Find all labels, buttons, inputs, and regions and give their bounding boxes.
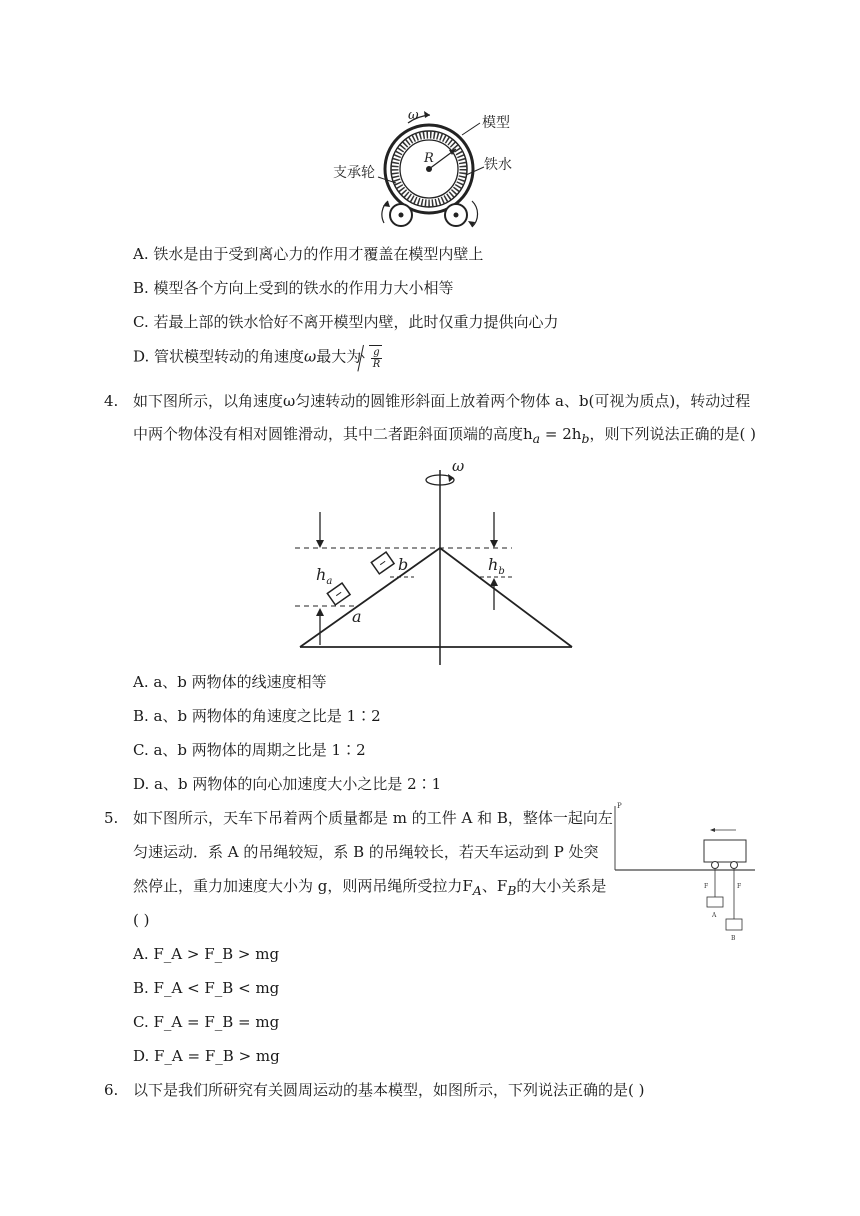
fa-label: F	[704, 883, 709, 890]
q3-option-b: B. 模型各个方向上受到的铁水的作用力大小相等	[133, 279, 454, 297]
radius-label: R	[424, 151, 434, 166]
crane-figure	[612, 800, 757, 945]
ha-label: $h_a$	[316, 565, 333, 587]
cone-figure	[290, 460, 580, 665]
q5-option-a: A. F_A > F_B > mg	[133, 945, 280, 963]
iron-label: 铁水	[484, 157, 512, 173]
omega-label: ω	[408, 108, 419, 123]
q3-option-a: A. 铁水是由于受到离心力的作用才覆盖在模型内壁上	[133, 245, 484, 263]
q4-option-b: B. a、b 两物体的角速度之比是 1∶2	[133, 707, 381, 725]
q4-option-d: D. a、b 两物体的向心加速度大小之比是 2∶1	[133, 775, 442, 793]
q4-option-c: C. a、b 两物体的周期之比是 1∶2	[133, 741, 366, 759]
q3-option-c: C. 若最上部的铁水恰好不离开模型内壁，此时仅重力提供向心力	[133, 313, 559, 331]
box-a-label: A	[712, 912, 717, 919]
q6-stem-line1: 以下是我们所研究有关圆周运动的基本模型，如图所示，下列说法正确的是( )	[133, 1081, 645, 1099]
q3-option-d: D. 管状模型转动的角速度ω最大为 $\frac{g}{R}$	[133, 346, 381, 370]
q5-option-d: D. F_A = F_B > mg	[133, 1047, 280, 1065]
box-b-label: B	[731, 935, 736, 942]
mold-figure	[320, 105, 520, 230]
q5-option-c: C. F_A = F_B = mg	[133, 1013, 280, 1031]
hb-label: $h_b$	[488, 555, 505, 577]
sqrt-g-over-r: $\frac{g}{R}$	[369, 345, 381, 370]
q4-number: 4.	[104, 392, 119, 410]
q6-number: 6.	[104, 1081, 119, 1099]
wheel-label: 支承轮	[333, 165, 375, 181]
block-b-label: b	[398, 555, 409, 574]
q5-stem-line3: 然停止，重力加速度大小为 g，则两吊绳所受拉力$F_A$、$F_B$的大小关系是	[133, 877, 607, 898]
model-label: 模型	[482, 115, 510, 131]
q5-number: 5.	[104, 809, 119, 827]
fb-label: F	[737, 883, 742, 890]
cone-omega-label: ω	[452, 460, 465, 475]
q4-stem-line2: 中两个物体没有相对圆锥滑动，其中二者距斜面顶端的高度$h_a = 2h_b$，则下列说法正确的是( )	[133, 425, 756, 446]
p-label: P	[617, 802, 622, 810]
q4-option-a: A. a、b 两物体的线速度相等	[133, 673, 327, 691]
block-a-label: a	[352, 607, 362, 626]
q5-stem-line4: ( )	[133, 911, 150, 929]
q4-stem-line1: 如下图所示，以角速度ω匀速转动的圆锥形斜面上放着两个物体 a、b(可视为质点)，转动过程	[133, 392, 751, 410]
q5-option-b: B. F_A < F_B < mg	[133, 979, 280, 997]
q5-stem-line2: 匀速运动．系 A 的吊绳较短，系 B 的吊绳较长，若天车运动到 P 处突	[133, 843, 599, 861]
q5-stem-line1: 如下图所示，天车下吊着两个质量都是 m 的工件 A 和 B，整体一起向左	[133, 809, 613, 827]
